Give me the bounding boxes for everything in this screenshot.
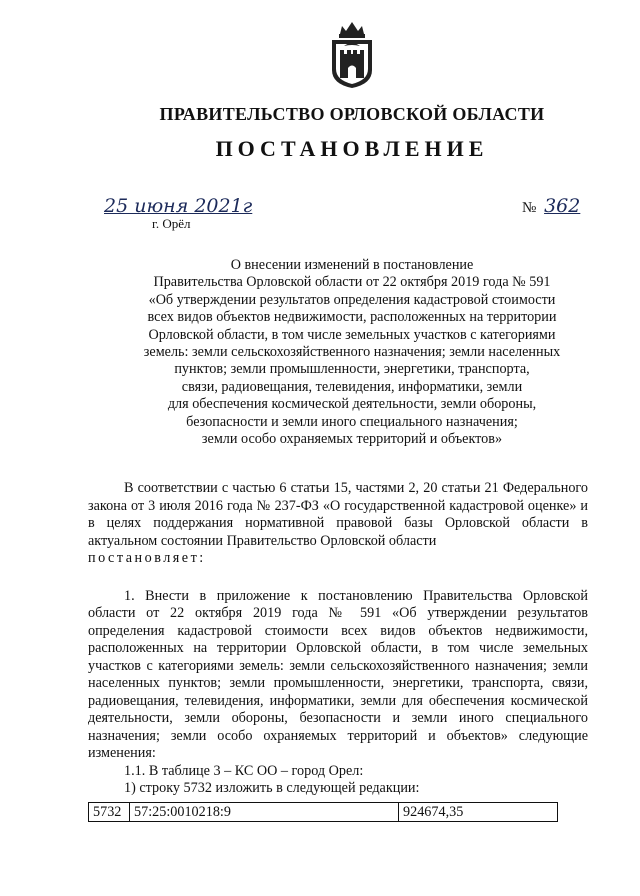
subject-line: всех видов объектов недвижимости, расположенных на территории bbox=[147, 309, 557, 326]
cadastral-value-cell: 924674,35 bbox=[399, 803, 558, 822]
government-name: ПРАВИТЕЛЬСТВО ОРЛОВСКОЙ ОБЛАСТИ bbox=[159, 104, 545, 124]
subject-line: Правительства Орловской области от 22 октября 2019 года № 591 bbox=[153, 274, 551, 291]
subject-line: Орловской области, в том числе земельных участков с категориями bbox=[148, 326, 556, 343]
document-date: 25 июня 2021г bbox=[104, 195, 253, 217]
orel-region-coat-of-arms-icon bbox=[326, 18, 378, 90]
item-1-1-1: 1) строку 5732 изложить в следующей редакции: bbox=[124, 780, 420, 796]
resolves-word: постановляет: bbox=[88, 550, 206, 566]
number-sign: № bbox=[522, 200, 537, 216]
subject-line: О внесении изменений в постановление bbox=[230, 257, 474, 273]
item-1-paragraph: 1. Внести в приложение к постановлению Правительства Орловской области от 22 октября 2019 года № 591 «Об утверждении результатов определения кадастровой стоимости всех видов объектов недвижимости, расположенных на территории Орловской области, в том числе земельных участков с категориями земель: земли сельскохозяйственного назначения; земли населенных пунктов; земли промышленности, энергетики, транспорта, связи, радиовещания, телевидения, информатики, земли для обеспечения космической деятельности, земли обороны, безопасности и земли иного специального назначения; земли особо охраняемых территорий и объектов» следующие изменения: bbox=[88, 587, 588, 761]
subject-line: для обеспечения космической деятельности, земли обороны, bbox=[167, 396, 537, 413]
subject-line: безопасности и земли иного специального назначения; bbox=[186, 413, 518, 430]
preamble-paragraph: В соответствии с частью 6 статьи 15, частями 2, 20 статьи 21 Федерального закона от 3 июля 2016 года № 237-ФЗ «О государственной кадастровой оценке» и в целях поддержания нормативной правовой базы Орловской области в актуальном состоянии Правительство Орловской области bbox=[88, 480, 588, 549]
subject-line: «Об утверждении результатов определения кадастровой стоимости bbox=[148, 291, 556, 308]
subject-line: пунктов; земли промышленности, энергетики, транспорта, bbox=[174, 361, 530, 378]
document-body bbox=[88, 480, 588, 798]
document-number bbox=[522, 195, 580, 217]
document-type: ПОСТАНОВЛЕНИЕ bbox=[215, 136, 489, 161]
document-subject bbox=[110, 257, 594, 448]
subject-line: земли особо охраняемых территорий и объектов» bbox=[201, 431, 503, 448]
subject-line: земель: земли сельскохозяйственного назначения; земли населенных bbox=[143, 344, 561, 361]
subject-line: связи, радиовещания, телевидения, информатики, земли bbox=[181, 378, 523, 395]
item-1-1: 1.1. В таблице 3 – КС ОО – город Орел: bbox=[124, 762, 364, 779]
cadastral-table bbox=[88, 802, 558, 822]
document-city: г. Орёл bbox=[152, 216, 191, 231]
table-row bbox=[89, 803, 558, 822]
number-value: 362 bbox=[544, 195, 581, 217]
row-number-cell: 5732 bbox=[89, 803, 130, 822]
cadastral-number-cell: 57:25:0010218:9 bbox=[130, 803, 399, 822]
